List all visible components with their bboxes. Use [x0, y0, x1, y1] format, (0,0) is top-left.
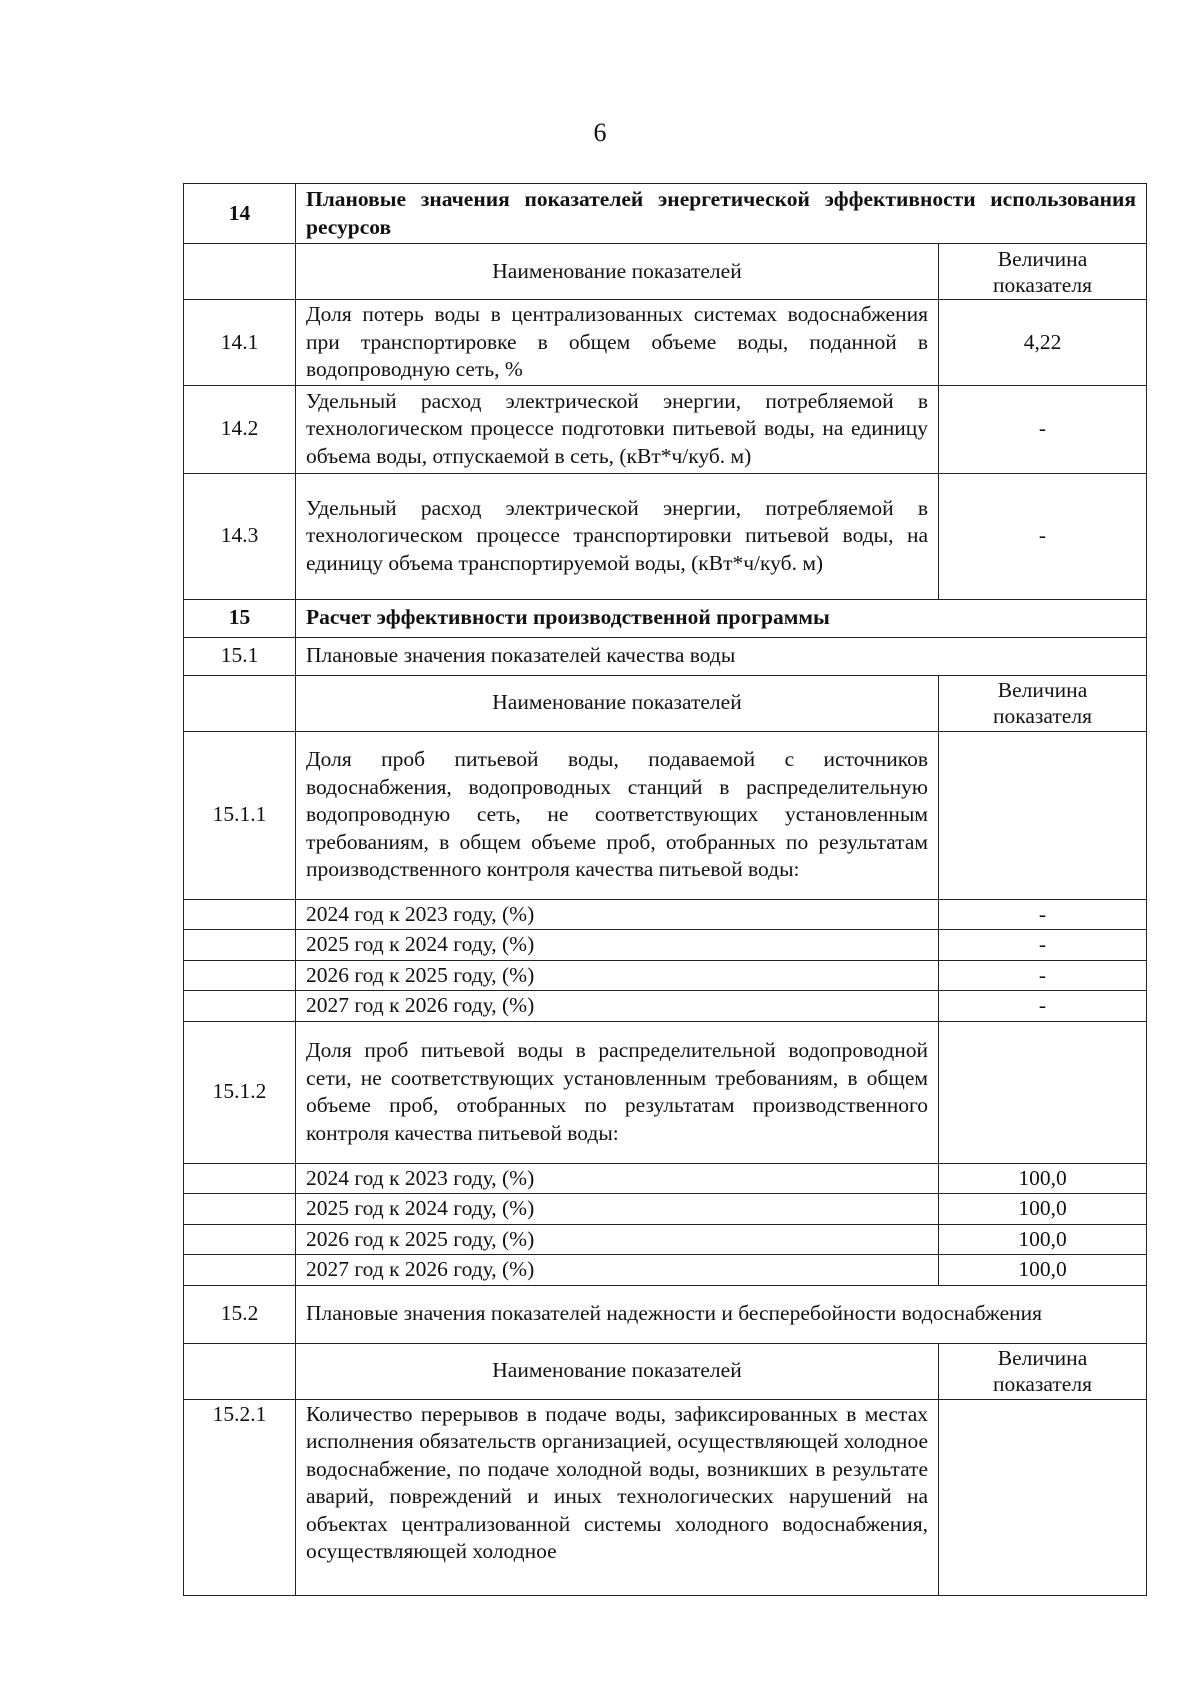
indicator-value	[939, 1021, 1147, 1163]
table-row	[184, 473, 1147, 599]
year-value: 100,0	[939, 1194, 1147, 1225]
indicator-value: 4,22	[939, 300, 1147, 386]
table-row	[184, 1399, 1147, 1595]
indicator-value	[939, 731, 1147, 899]
indicator-name: Удельный расход электрической энергии, потребляемой в технологическом процессе подготовки питьевой воды, на единицу объема воды, отпускаемой в сеть, (кВт*ч/куб. м)	[296, 385, 939, 473]
section-title: Плановые значения показателей энергетической эффективности использования ресурсов	[296, 184, 1147, 244]
table-row	[184, 385, 1147, 473]
row-number: 15.1.2	[184, 1021, 296, 1163]
year-value: -	[939, 960, 1147, 991]
empty-cell	[184, 1194, 296, 1225]
year-value: 100,0	[939, 1224, 1147, 1255]
indicator-name: Доля проб питьевой воды в распределительной водопроводной сети, не соответствующих установленным требованиям, в общем объеме проб, отобранных по результатам производственного контроля качества питьевой воды:	[296, 1021, 939, 1163]
year-row	[184, 1163, 1147, 1194]
year-label: 2026 год к 2025 году, (%)	[296, 960, 939, 991]
section-title: Расчет эффективности производственной программы	[296, 599, 1147, 637]
year-label: 2027 год к 2026 году, (%)	[296, 1255, 939, 1286]
empty-cell	[184, 960, 296, 991]
column-header-row	[184, 675, 1147, 731]
row-number: 15	[184, 599, 296, 637]
row-number: 15.1	[184, 637, 296, 675]
indicator-name-header: Наименование показателей	[296, 675, 939, 731]
empty-cell	[184, 244, 296, 300]
table-row	[184, 731, 1147, 899]
indicator-value-header: Величина показателя	[939, 1343, 1147, 1399]
year-value: -	[939, 899, 1147, 930]
empty-cell	[184, 930, 296, 961]
subsection-row	[184, 637, 1147, 675]
row-number: 14.2	[184, 385, 296, 473]
year-value: -	[939, 930, 1147, 961]
year-label: 2026 год к 2025 году, (%)	[296, 1224, 939, 1255]
year-row	[184, 1224, 1147, 1255]
year-value: 100,0	[939, 1163, 1147, 1194]
subsection-title: Плановые значения показателей качества воды	[296, 637, 1147, 675]
year-row	[184, 899, 1147, 930]
page-number: 6	[593, 118, 607, 147]
year-row	[184, 960, 1147, 991]
indicator-name: Доля проб питьевой воды, подаваемой с источников водоснабжения, водопроводных станций в распределительную водопроводную сеть, не соответствующих установленным требованиям, в общем объеме проб, отобранных по результатам производственного контроля качества питьевой воды:	[296, 731, 939, 899]
year-label: 2024 год к 2023 году, (%)	[296, 1163, 939, 1194]
subsection-row	[184, 1285, 1147, 1343]
section-15-row	[184, 599, 1147, 637]
indicator-value: -	[939, 385, 1147, 473]
year-value: 100,0	[939, 1255, 1147, 1286]
subsection-title: Плановые значения показателей надежности и бесперебойности водоснабжения	[296, 1285, 1147, 1343]
year-row	[184, 991, 1147, 1022]
row-number: 15.2.1	[184, 1399, 296, 1595]
year-label: 2027 год к 2026 году, (%)	[296, 991, 939, 1022]
indicator-value-header: Величина показателя	[939, 244, 1147, 300]
year-row	[184, 930, 1147, 961]
empty-cell	[184, 675, 296, 731]
year-label: 2025 год к 2024 году, (%)	[296, 1194, 939, 1225]
indicator-value-header: Величина показателя	[939, 675, 1147, 731]
indicator-name: Удельный расход электрической энергии, потребляемой в технологическом процессе транспортировки питьевой воды, на единицу объема транспортируемой воды, (кВт*ч/куб. м)	[296, 473, 939, 599]
column-header-row	[184, 1343, 1147, 1399]
indicator-name: Количество перерывов в подаче воды, зафиксированных в местах исполнения обязательств организацией, осуществляющей холодное водоснабжение, по подаче холодной воды, возникших в результате аварий, повреждений и иных технологических нарушений на объектах централизованной системы холодного водоснабжения, осуществляющей холодное	[296, 1399, 939, 1595]
year-value: -	[939, 991, 1147, 1022]
year-row	[184, 1194, 1147, 1225]
empty-cell	[184, 1163, 296, 1194]
production-program-table	[183, 183, 1146, 1596]
table-row	[184, 300, 1147, 386]
indicator-value: -	[939, 473, 1147, 599]
year-label: 2025 год к 2024 году, (%)	[296, 930, 939, 961]
row-number: 14.3	[184, 473, 296, 599]
indicator-value	[939, 1399, 1147, 1595]
empty-cell	[184, 899, 296, 930]
year-row	[184, 1255, 1147, 1286]
empty-cell	[184, 1255, 296, 1286]
indicator-name: Доля потерь воды в централизованных системах водоснабжения при транспортировке в общем объеме воды, поданной в водопроводную сеть, %	[296, 300, 939, 386]
row-number: 15.2	[184, 1285, 296, 1343]
empty-cell	[184, 1343, 296, 1399]
indicator-name-header: Наименование показателей	[296, 1343, 939, 1399]
row-number: 14	[184, 184, 296, 244]
row-number: 14.1	[184, 300, 296, 386]
row-number: 15.1.1	[184, 731, 296, 899]
section-14-row	[184, 184, 1147, 244]
empty-cell	[184, 991, 296, 1022]
year-label: 2024 год к 2023 году, (%)	[296, 899, 939, 930]
column-header-row	[184, 244, 1147, 300]
table-row	[184, 1021, 1147, 1163]
empty-cell	[184, 1224, 296, 1255]
indicator-name-header: Наименование показателей	[296, 244, 939, 300]
